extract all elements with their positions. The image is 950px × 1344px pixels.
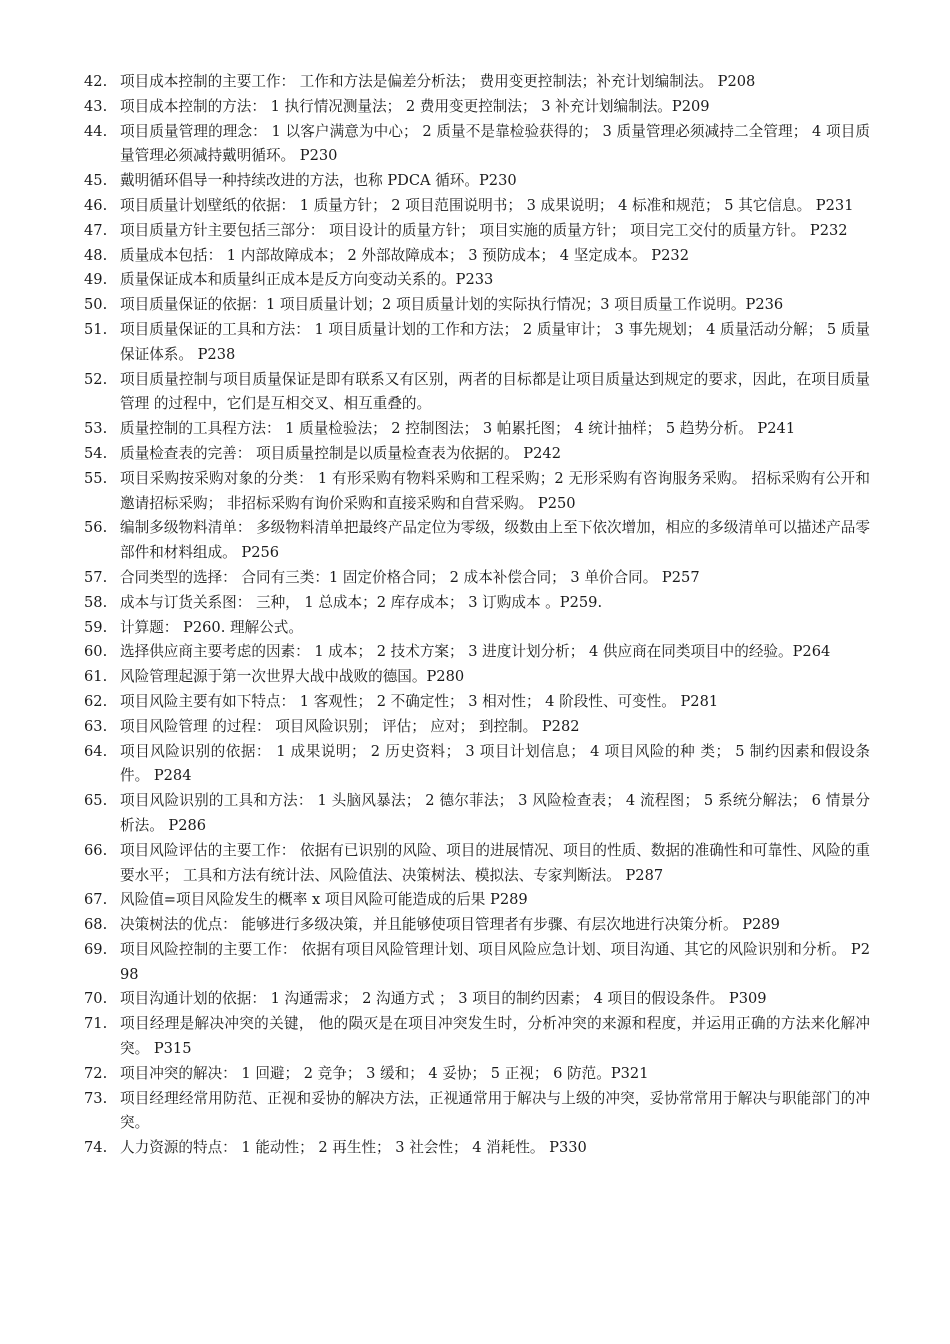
item-number: 49. xyxy=(84,271,108,289)
item-text: 项目质量计划壁纸的依据： 1 质量方针； 2 项目范围说明书； 3 成果说明； 4 标准和规范； 5 其它信息。 P231 xyxy=(120,196,854,214)
list-item xyxy=(84,665,870,690)
item-text: 项目质量管理的理念： 1 以客户满意为中心； 2 质量不是靠检验获得的； 3 质量管理必须减持二全管理； 4 项目质量管理必须减持戴明循环。 P230 xyxy=(120,122,870,165)
item-number: 72. xyxy=(84,1064,108,1082)
item-text: 项目风险识别的工具和方法： 1 头脑风暴法； 2 德尔菲法； 3 风险检查表； 4 流程图； 5 系统分解法； 6 情景分析法。 P286 xyxy=(120,792,870,834)
list-item xyxy=(84,95,870,120)
list-item xyxy=(84,70,870,95)
list-item xyxy=(84,888,870,913)
list-item xyxy=(84,293,870,318)
item-text: 项目质量保证的工具和方法： 1 项目质量计划的工作和方法； 2 质量审计； 3 事先规划； 4 质量活动分解； 5 质量保证体系。 P238 xyxy=(120,320,870,363)
item-text: 项目风险识别的依据： 1 成果说明； 2 历史资料； 3 项目计划信息； 4 项目风险的种 类； 5 制约因素和假设条件。 P284 xyxy=(120,742,870,785)
item-text: 项目采购按采购对象的分类： 1 有形采购有物料采购和工程采购；2 无形采购有咨询服务采购。 招标采购有公开和邀请招标采购； 非招标采购有询价采购和直接采购和自营采购。 P250 xyxy=(120,469,870,512)
list-item xyxy=(84,938,870,988)
item-text: 项目冲突的解决： 1 回避； 2 竞争； 3 缓和； 4 妥协； 5 正视； 6 防范。P321 xyxy=(120,1064,649,1082)
item-text: 项目风险管理 的过程： 项目风险识别； 评估； 应对； 到控制。 P282 xyxy=(120,717,580,735)
item-text: 风险值=项目风险发生的概率 x 项目风险可能造成的后果 P289 xyxy=(120,891,528,909)
item-number: 66. xyxy=(84,841,108,859)
item-number: 71. xyxy=(84,1015,108,1033)
list-item xyxy=(84,1062,870,1087)
list-item xyxy=(84,318,870,368)
list-item xyxy=(84,640,870,665)
list-item xyxy=(84,1087,870,1137)
list-item xyxy=(84,1136,870,1161)
item-text: 戴明循环倡导一种持续改进的方法，也称 PDCA 循环。P230 xyxy=(120,172,517,190)
list-item xyxy=(84,368,870,418)
item-number: 56. xyxy=(84,519,108,537)
list-item xyxy=(84,219,870,244)
item-number: 53. xyxy=(84,420,108,438)
item-text: 项目质量控制与项目质量保证是即有联系又有区别，两者的目标都是让项目质量达到规定的要求，因此，在项目质量管理 的过程中，它们是互相交叉、相互重叠的。 xyxy=(120,370,870,413)
item-text: 项目成本控制的方法： 1 执行情况测量法； 2 费用变更控制法； 3 补充计划编制法。P209 xyxy=(120,97,710,115)
item-text: 项目风险控制的主要工作： 依据有项目风险管理计划、项目风险应急计划、项目沟通、其它的风险识别和分析。 P298 xyxy=(120,940,870,983)
item-number: 73. xyxy=(84,1089,108,1107)
item-number: 62. xyxy=(84,692,108,710)
item-number: 47. xyxy=(84,221,108,239)
item-text: 项目质量方针主要包括三部分： 项目设计的质量方针； 项目实施的质量方针； 项目完工交付的质量方针。 P232 xyxy=(120,221,848,239)
list-item xyxy=(84,244,870,269)
item-number: 68. xyxy=(84,916,108,934)
item-text: 质量保证成本和质量纠正成本是反方向变动关系的。P233 xyxy=(120,271,494,289)
list-item xyxy=(84,442,870,467)
item-number: 58. xyxy=(84,593,108,611)
item-number: 69. xyxy=(84,940,108,958)
item-text: 计算题： P260. 理解公式。 xyxy=(120,618,303,636)
item-number: 52. xyxy=(84,370,108,388)
list-item xyxy=(84,169,870,194)
item-text: 选择供应商主要考虑的因素： 1 成本； 2 技术方案； 3 进度计划分析； 4 供应商在同类项目中的经验。P264 xyxy=(120,643,831,661)
item-text: 项目风险评估的主要工作： 依据有已识别的风险、项目的进展情况、项目的性质、数据的准确性和可靠性、风险的重要水平； 工具和方法有统计法、风险值法、决策树法、模拟法、专家判断法。 P287 xyxy=(120,841,870,884)
item-text: 项目经理是解决冲突的关键， 他的陨灭是在项目冲突发生时，分析冲突的来源和程度，并运用正确的方法来化解冲突。 P315 xyxy=(120,1015,870,1058)
item-text: 质量检查表的完善： 项目质量控制是以质量检查表为依据的。 P242 xyxy=(120,444,561,462)
item-text: 项目经理经常用防范、正视和妥协的解决方法，正视通常用于解决与上级的冲突，妥协常常用于解决与职能部门的冲突。 xyxy=(120,1089,870,1132)
list-item xyxy=(84,194,870,219)
item-text: 编制多级物料清单： 多级物料清单把最终产品定位为零级，级数由上至下依次增加，相应的多级清单可以描述产品零部件和材料组成。 P256 xyxy=(120,519,870,562)
item-number: 67. xyxy=(84,891,108,909)
item-number: 65. xyxy=(84,792,108,810)
numbered-list xyxy=(84,70,870,1161)
item-number: 74. xyxy=(84,1139,108,1157)
item-number: 42. xyxy=(84,73,108,90)
list-item xyxy=(84,789,870,839)
list-item xyxy=(84,616,870,641)
list-item xyxy=(84,566,870,591)
item-text: 成本与订货关系图： 三种， 1 总成本；2 库存成本； 3 订购成本 。P259. xyxy=(120,593,603,611)
list-item xyxy=(84,417,870,442)
item-text: 质量控制的工具程方法： 1 质量检验法； 2 控制图法； 3 帕累托图； 4 统计抽样； 5 趋势分析。 P241 xyxy=(120,420,796,438)
item-text: 项目沟通计划的依据： 1 沟通需求； 2 沟通方式 ； 3 项目的制约因素； 4 项目的假设条件。 P309 xyxy=(120,990,767,1008)
list-item xyxy=(84,120,870,170)
list-item xyxy=(84,987,870,1012)
item-number: 70. xyxy=(84,990,108,1008)
list-item xyxy=(84,839,870,889)
item-text: 决策树法的优点： 能够进行多级决策，并且能够使项目管理者有步骤、有层次地进行决策分析。 P289 xyxy=(120,916,780,934)
item-number: 50. xyxy=(84,296,108,314)
list-item xyxy=(84,913,870,938)
item-number: 44. xyxy=(84,122,108,140)
item-text: 项目成本控制的主要工作： 工作和方法是偏差分析法； 费用变更控制法；补充计划编制法。 P208 xyxy=(120,73,756,90)
item-number: 59. xyxy=(84,618,108,636)
list-item xyxy=(84,1012,870,1062)
item-number: 57. xyxy=(84,568,108,586)
item-text: 合同类型的选择： 合同有三类：1 固定价格合同； 2 成本补偿合同； 3 单价合同。 P257 xyxy=(120,568,700,586)
list-item xyxy=(84,516,870,566)
item-number: 43. xyxy=(84,97,108,115)
item-text: 风险管理起源于第一次世界大战中战败的德国。P280 xyxy=(120,668,465,686)
item-number: 48. xyxy=(84,246,108,264)
item-number: 61. xyxy=(84,668,108,686)
list-item xyxy=(84,467,870,517)
item-number: 51. xyxy=(84,320,108,338)
item-number: 63. xyxy=(84,717,108,735)
item-number: 60. xyxy=(84,643,108,661)
item-text: 项目质量保证的依据：1 项目质量计划；2 项目质量计划的实际执行情况；3 项目质量工作说明。P236 xyxy=(120,296,784,314)
list-item xyxy=(84,591,870,616)
item-number: 55. xyxy=(84,469,108,487)
item-text: 质量成本包括： 1 内部故障成本； 2 外部故障成本； 3 预防成本； 4 坚定成本。 P232 xyxy=(120,246,689,264)
item-text: 项目风险主要有如下特点： 1 客观性； 2 不确定性； 3 相对性； 4 阶段性、可变性。 P281 xyxy=(120,692,719,710)
list-item xyxy=(84,740,870,790)
item-number: 54. xyxy=(84,444,108,462)
item-number: 45. xyxy=(84,172,108,190)
list-item xyxy=(84,690,870,715)
item-text: 人力资源的特点： 1 能动性； 2 再生性； 3 社会性； 4 消耗性。 P330 xyxy=(120,1139,587,1157)
list-item xyxy=(84,715,870,740)
item-number: 64. xyxy=(84,742,108,760)
list-item xyxy=(84,268,870,293)
item-number: 46. xyxy=(84,196,108,214)
